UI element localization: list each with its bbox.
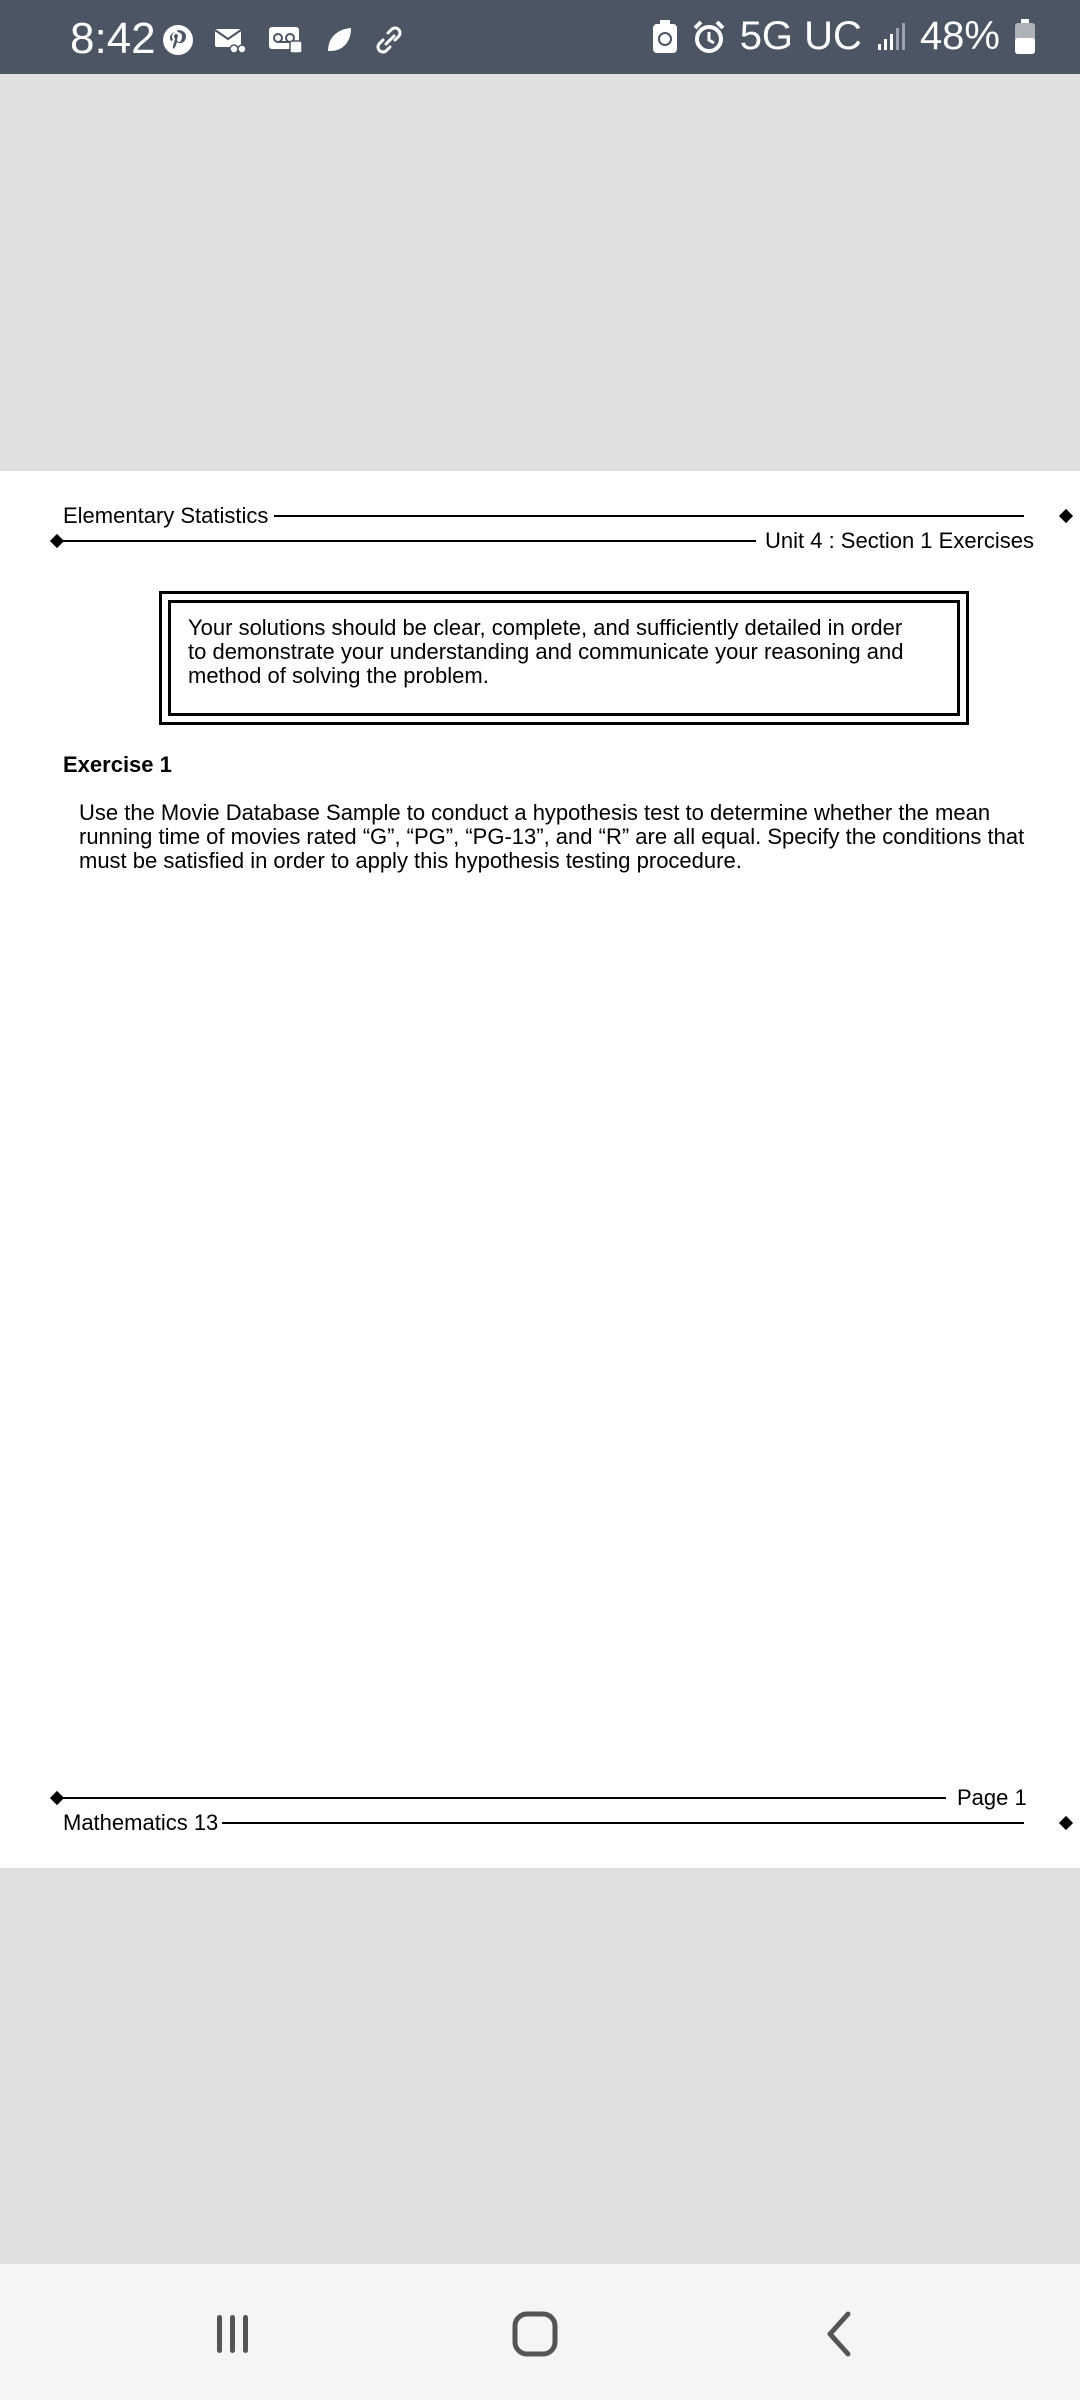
status-bar (0, 0, 1080, 74)
battery-icon (1014, 19, 1036, 55)
home-icon (511, 2310, 559, 2358)
header-course-title: Elementary Statistics (63, 503, 269, 528)
instructions-text: Your solutions should be clear, complete, and sufficiently detailed in order to demonstrate your understanding and communicate your reasoning and method of solving the problem. (188, 615, 904, 688)
leaf-icon (324, 25, 354, 55)
footer-course-code: Mathematics 13 (63, 1810, 219, 1835)
navigation-bar (0, 2264, 1080, 2400)
battery-percent: 48% (919, 14, 1000, 58)
link-icon (374, 24, 404, 56)
header-rule-top (274, 515, 1024, 517)
exercise-title: Exercise 1 (63, 752, 172, 777)
header-rule-bottom (56, 540, 756, 542)
alarm-icon (692, 20, 726, 54)
header-section-title: Unit 4 : Section 1 Exercises (765, 528, 1035, 553)
footer-rule-bottom (222, 1822, 1024, 1824)
recent-apps-icon (210, 2312, 254, 2356)
recent-apps-button[interactable] (197, 2304, 267, 2364)
footer-rule-top (56, 1797, 946, 1799)
back-button[interactable] (805, 2304, 875, 2364)
mail-icon (214, 26, 248, 54)
instructions-box (159, 591, 969, 725)
header-diamond-right (1059, 509, 1073, 523)
voicemail-icon (268, 25, 304, 55)
document-page[interactable] (0, 471, 1080, 1868)
notification-icons (162, 24, 404, 56)
network-label: 5G UC (739, 14, 862, 58)
system-icons (652, 14, 1036, 59)
status-time: 8:42 (70, 14, 156, 63)
back-icon (818, 2310, 862, 2358)
footer-page-number: Page 1 (957, 1785, 1027, 1810)
footer-diamond-right (1059, 1816, 1073, 1830)
pinterest-icon (162, 24, 194, 56)
signal-icon (876, 22, 906, 52)
home-button[interactable] (500, 2304, 570, 2364)
exercise-body: Use the Movie Database Sample to conduct a hypothesis test to determine whether the mean running time of movies rated “G”, “PG”, “PG-13”, and “R” are all equal. Specify the conditions that must be satisfied in order to apply this hypothesis testing procedure. (79, 800, 1025, 873)
recycle-icon (652, 20, 678, 54)
